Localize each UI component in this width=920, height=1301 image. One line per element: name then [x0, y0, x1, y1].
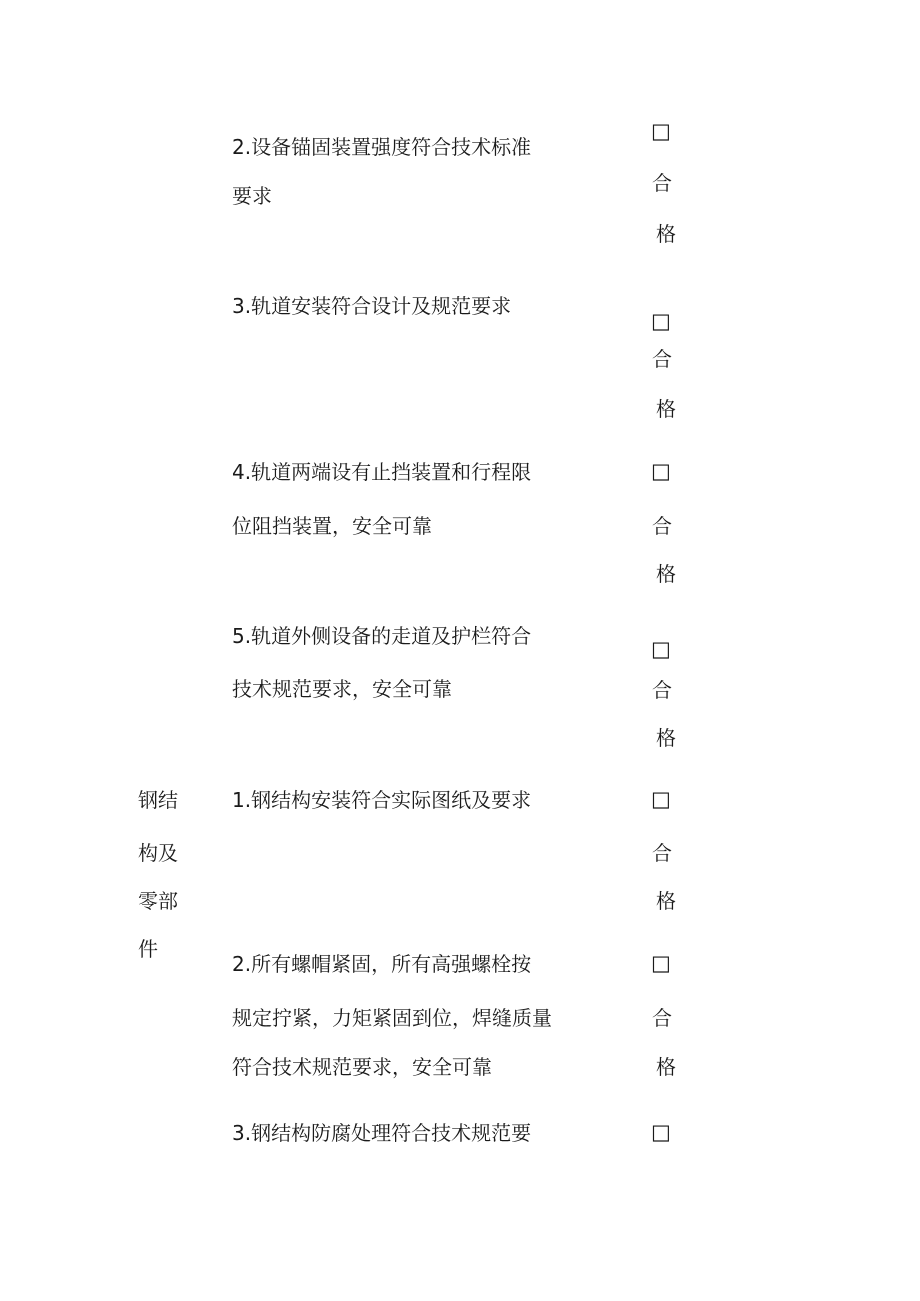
item-text-line: 2.所有螺帽紧固，所有高强螺栓按: [232, 952, 532, 976]
result-char: 合: [652, 514, 672, 538]
item-text-line: 要求: [232, 184, 272, 208]
result-char: 格: [656, 397, 676, 421]
item-text-line: 4.轨道两端设有止挡装置和行程限: [232, 460, 532, 484]
item-text-line: 技术规范要求，安全可靠: [232, 677, 452, 701]
checkbox-icon[interactable]: □: [651, 119, 671, 143]
result-char: 合: [652, 678, 672, 702]
item-text-line: 5.轨道外侧设备的走道及护栏符合: [232, 624, 532, 648]
checkbox-icon[interactable]: □: [651, 309, 671, 333]
result-char: 合: [652, 171, 672, 195]
item-text-line: 符合技术规范要求，安全可靠: [232, 1055, 492, 1079]
item-text-line: 位阻挡装置，安全可靠: [232, 514, 432, 538]
item-text-line: 3.轨道安装符合设计及规范要求: [232, 294, 512, 318]
checkbox-icon[interactable]: □: [651, 459, 671, 483]
checkbox-icon[interactable]: □: [651, 951, 671, 975]
checkbox-icon[interactable]: □: [651, 637, 671, 661]
item-text-line: 3.钢结构防腐处理符合技术规范要: [232, 1121, 532, 1145]
section-label-line: 零部: [138, 889, 178, 913]
checkbox-icon[interactable]: □: [651, 787, 671, 811]
item-text-line: 规定拧紧，力矩紧固到位，焊缝质量: [232, 1006, 552, 1030]
result-char: 合: [652, 841, 672, 865]
item-text-line: 1.钢结构安装符合实际图纸及要求: [232, 788, 532, 812]
section-label-line: 件: [138, 937, 158, 961]
result-char: 合: [652, 347, 672, 371]
result-char: 合: [652, 1006, 672, 1030]
section-label-line: 构及: [138, 841, 178, 865]
section-label-line: 钢结: [138, 788, 178, 812]
result-char: 格: [656, 1055, 676, 1079]
result-char: 格: [656, 726, 676, 750]
result-char: 格: [656, 222, 676, 246]
item-text-line: 2.设备锚固装置强度符合技术标准: [232, 135, 532, 159]
result-char: 格: [656, 562, 676, 586]
result-char: 格: [656, 889, 676, 913]
checkbox-icon[interactable]: □: [651, 1120, 671, 1144]
